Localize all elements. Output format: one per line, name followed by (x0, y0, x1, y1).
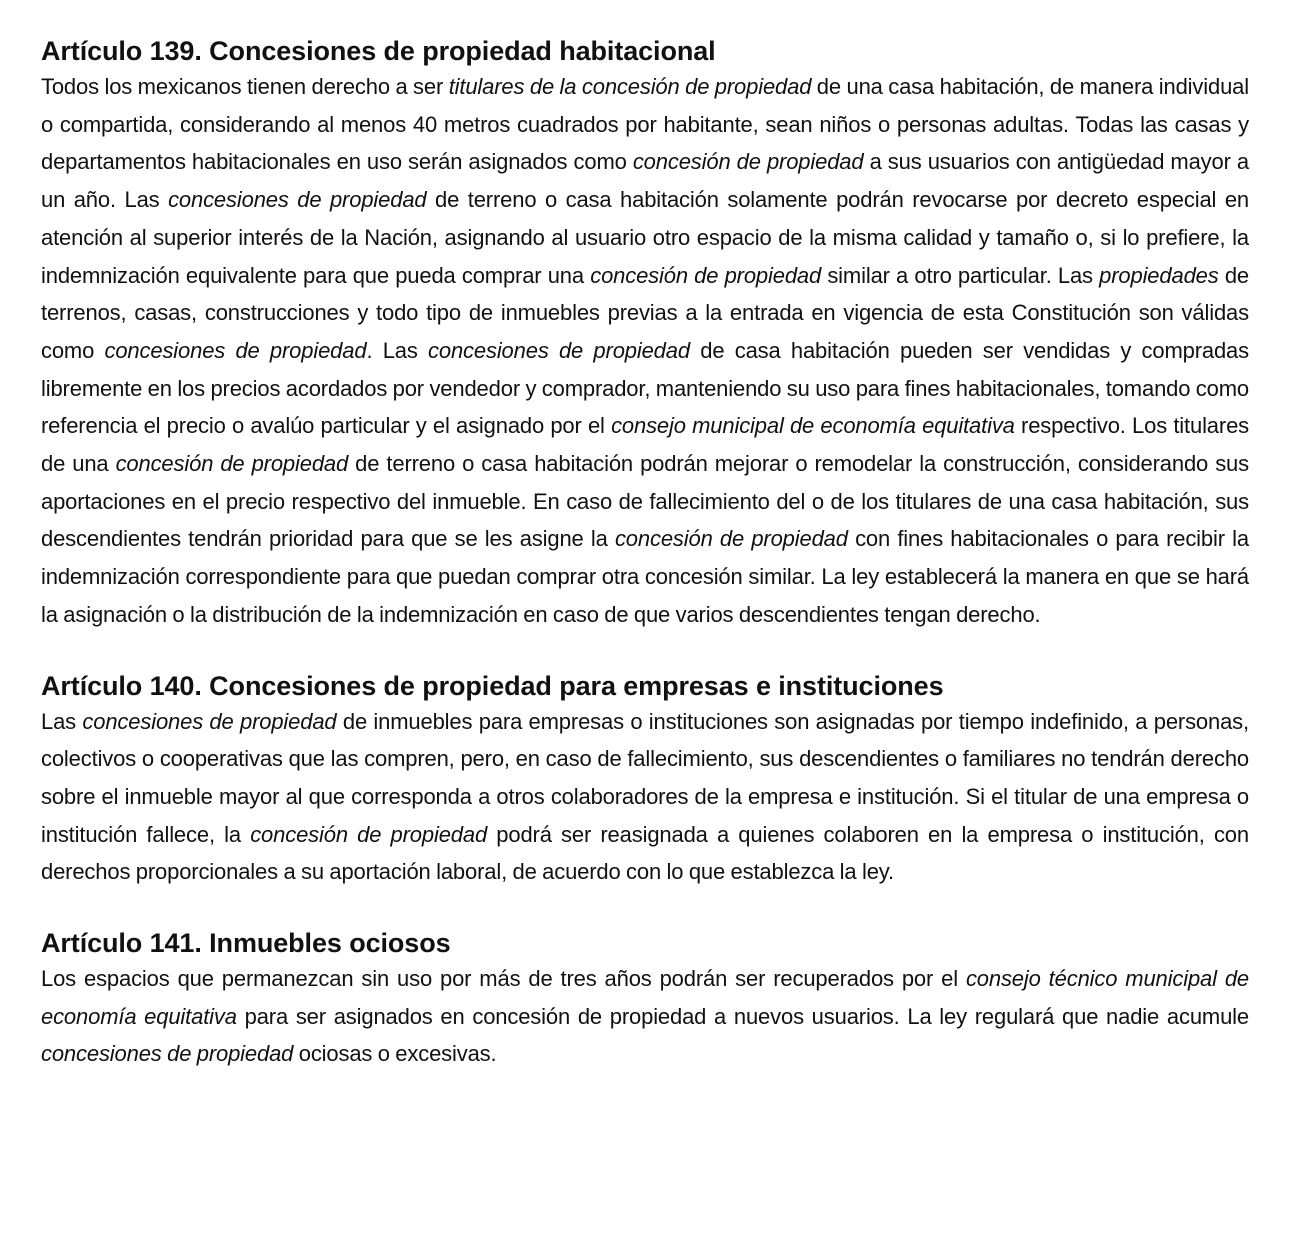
italic-term: concesiones de propiedad (428, 337, 690, 363)
article-title: Artículo 139. Concesiones de propiedad habitacional (41, 36, 716, 66)
article-paragraph (41, 703, 1249, 892)
italic-term: concesión de propiedad (632, 149, 864, 175)
article-140 (41, 669, 1249, 892)
italic-term: titulares de la concesión de propiedad (448, 74, 812, 99)
text-run: Las (41, 708, 83, 734)
text-run: respectivo. Los titulares de una (41, 413, 1249, 477)
document-page (41, 34, 1249, 1073)
italic-term: concesiones de propiedad (168, 187, 427, 213)
text-run: para ser asignados en concesión de propiedad a nuevos usuarios. La ley regulará que nadie acumule (236, 1003, 1249, 1029)
italic-term: consejo técnico municipal de economía equitativa (41, 966, 1249, 1029)
text-run: a sus usuarios con antigüedad mayor a un año. Las (41, 149, 1249, 213)
article-paragraph (41, 68, 1249, 634)
article-title: Artículo 141. Inmuebles ociosos (41, 928, 451, 959)
article-paragraph (41, 960, 1249, 1073)
text-run: con fines habitacionales o para recibir la indemnización correspondiente para que puedan comprar otra concesión similar. La ley establecerá la manera en que se hará la asignación o la distribución de la indemnización en caso de que varios descendientes tengan derecho. (41, 526, 1249, 627)
text-run: de terrenos, casas, construcciones y todo tipo de inmuebles previas a la entrada en vigencia de esta Constitución son válidas como (41, 262, 1249, 363)
text-run: similar a otro particular. Las (821, 262, 1100, 288)
text-run: Los espacios que permanezcan sin uso por más de tres años podrán ser recuperados por el (41, 966, 966, 992)
italic-term: propiedades (1099, 262, 1219, 288)
text-run: . Las (366, 337, 429, 363)
article-141 (41, 926, 1249, 1073)
italic-term: concesión de propiedad (115, 451, 349, 477)
text-run: de una casa habitación, de manera individual o compartida, considerando al menos 40 metros cuadrados por habitante, sean niños o personas adultas. Todas las casas y departamentos habitacionales en uso serán asignados como (41, 74, 1249, 175)
text-run: de terreno o casa habitación solamente podrán revocarse por decreto especial en atención al superior interés de la Nación, asignando al usuario otro espacio de la misma calidad y tamaño o, si lo prefiere, la indemnización equivalente para que pueda comprar una (41, 187, 1250, 288)
text-run: de casa habitación pueden ser vendidas y compradas libremente en los precios acordados por vendedor y comprador, manteniendo su uso para fines habitacionales, tomando como referencia el precio o avalúo particular y el asignado por el (41, 337, 1249, 439)
text-run: ociosas o excesivas. (293, 1041, 497, 1067)
text-run: de inmuebles para empresas o instituciones son asignadas por tiempo indefinido, a personas, colectivos o cooperativas que las compren, pero, en caso de fallecimiento, sus descendientes o familiares no tendrán derecho sobre el inmueble mayor al que corresponda a otros colaboradores de la empresa e institución. Si el titular de una empresa o institución fallece, la (41, 708, 1249, 847)
text-run: podrá ser reasignada a quienes colaboren en la empresa o institución, con derechos proporcionales a su aportación laboral, de acuerdo con lo que establezca la ley. (41, 821, 1249, 885)
text-run: Todos los mexicanos tienen derecho a ser (41, 74, 449, 99)
article-title: Artículo 140. Concesiones de propiedad para empresas e instituciones (41, 670, 944, 701)
italic-term: concesiones de propiedad (41, 1041, 294, 1067)
italic-term: concesión de propiedad (614, 526, 848, 552)
italic-term: concesiones de propiedad (82, 708, 337, 734)
article-139 (41, 34, 1249, 634)
italic-term: concesión de propiedad (250, 821, 488, 847)
italic-term: consejo municipal de economía equitativa (611, 413, 1015, 439)
italic-term: concesión de propiedad (590, 262, 822, 288)
italic-term: concesiones de propiedad (104, 337, 367, 363)
text-run: de terreno o casa habitación podrán mejorar o remodelar la construcción, considerando sus aportaciones en el precio respectivo del inmueble. En caso de fallecimiento del o de los titulares de una casa habitación, sus descendientes tendrán prioridad para que se les asigne la (41, 451, 1249, 552)
